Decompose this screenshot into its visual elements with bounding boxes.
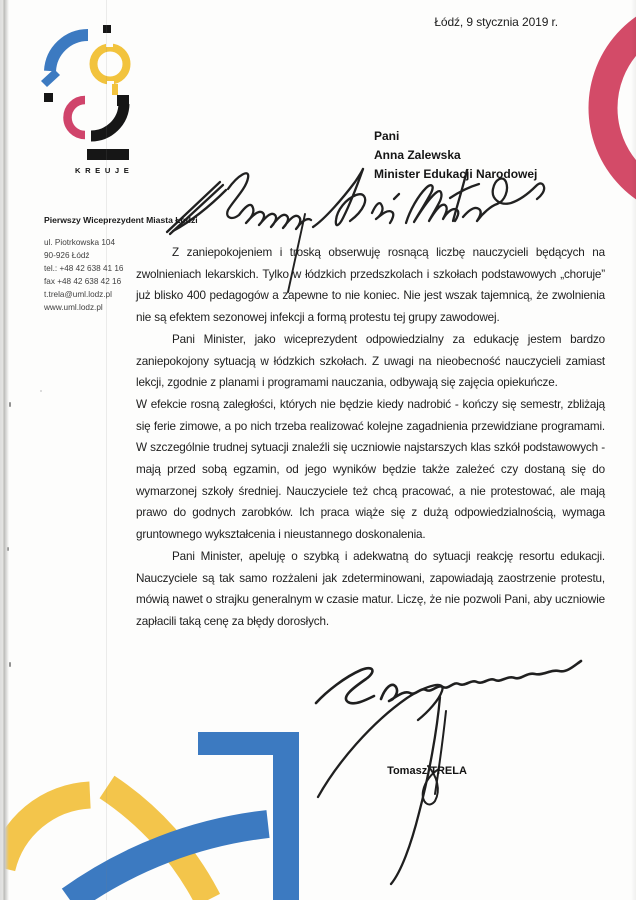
- address-line: fax +48 42 638 42 16: [44, 277, 122, 286]
- scan-edge-shadow-right: [631, 0, 636, 900]
- body-paragraph: W efekcie rosną zaległości, których nie będzie kiedy nadrobić - kończy się semestr, zbliżają się ferie zimowe, a po nich trzeba realizować kolejne zagadnienia przewidziane programami. W szczególnie trudnej sytuacji znaleźli się uczniowie najstarszych klas szkół podstawowych - mają przed sobą egzamin, od jego wyników będzie także zależeć czy dostaną się do wymarzonej szkoły średniej. Nauczyciele też chcą pracować, a nie protestować, ale mają prawo do godnych zarobków. Ich praca wiąże się z dużą odpowiedzialnością, wymaga gruntownego wykształcenia i nieustannego doskonalenia.: [136, 397, 605, 542]
- paper-fold-line: [106, 0, 107, 900]
- logo-accent-dot: [103, 25, 111, 33]
- logo-stencil-gap: [106, 38, 113, 47]
- address-line: 90-926 Łódź: [44, 251, 90, 260]
- logo-letter-o-tail: [112, 84, 118, 95]
- logo-letter-l-slash: [41, 69, 60, 87]
- logo-letter-z-top: [117, 95, 129, 106]
- body-paragraph: Z zaniepokojeniem i troską obserwuję rosnącą liczbę nauczycieli będących na zwolnieniach lekarskich. Tylko w łódzkich przedszkolach i szkołach podstawowych „choruje” już blisko 400 pedagogów a zapewne to nie koniec. Nie jest wszak tajemnicą, że zwolnienia nie są efektem sezonowej infekcji a formą protestu tej grupy zawodowej.: [136, 246, 605, 325]
- body-paragraph: Pani Minister, jako wiceprezydent odpowiedzialny za edukację jestem bardzo zaniepokojony sytuacją w łódzkich szkołach. Z uwagi na nieobecność nauczycieli zamiast lekcji, zgodnie z planami i programami nauczania, odbywają się zajęcia opiekuńcze.: [136, 332, 605, 390]
- lodz-kreuje-logo: [41, 25, 129, 160]
- watermark-blue-arc: [70, 824, 268, 900]
- watermark-yellow-arc-center: [107, 787, 208, 900]
- letter-body: [136, 242, 605, 633]
- logo-letter-z-arc: [91, 104, 124, 136]
- logo-letter-z-base: [87, 149, 129, 160]
- address-line-website: www.uml.lodz.pl: [44, 303, 103, 312]
- footer-watermark-graphic: [2, 732, 299, 900]
- recipient-block: [374, 127, 537, 183]
- recipient-line: Pani: [374, 129, 400, 143]
- logo-dot: [44, 93, 53, 102]
- address-line: tel.: +48 42 638 41 16: [44, 264, 124, 273]
- watermark-yellow-arc-left: [2, 795, 90, 868]
- logo-stencil-gap: [107, 81, 114, 90]
- recipient-line: Minister Edukacji Narodowej: [374, 166, 538, 181]
- sender-title: Pierwszy Wiceprezydent Miasta Łodzi: [44, 215, 198, 225]
- scan-speck: [40, 390, 42, 392]
- date-line: Łódź, 9 stycznia 2019 r.: [434, 15, 558, 29]
- address-line-email: t.trela@uml.lodz.pl: [44, 290, 112, 299]
- logo-letter-l-arc: [50, 35, 88, 71]
- watermark-blue-bar-vertical: [273, 732, 299, 900]
- watermark-blue-bar-top: [198, 732, 298, 755]
- body-paragraph: Pani Minister, apeluję o szybką i adekwatną do sytuacji reakcję resortu edukacji. Nauczyciele są tak samo rozżaleni jak zdeterminowani, zapowiadają zaostrzenie protestu, mówią nawet o strajku generalnym w czasie matur. Liczę, że nie pozwoli Pani, aby uczniowie zapłacili taką cenę za błędy dorosłych.: [136, 549, 605, 628]
- recipient-line: Anna Zalewska: [374, 147, 461, 162]
- logo-letter-o-ring: [94, 48, 127, 81]
- sender-address-block: [44, 236, 123, 314]
- signatory-name: Tomasz TRELA: [387, 765, 467, 777]
- logo-kreuje-label: KREUJE: [75, 166, 134, 175]
- address-line: ul. Piotrkowska 104: [44, 238, 115, 247]
- logo-letter-d-arc: [68, 100, 86, 135]
- scan-edge-shadow-left: [0, 0, 10, 900]
